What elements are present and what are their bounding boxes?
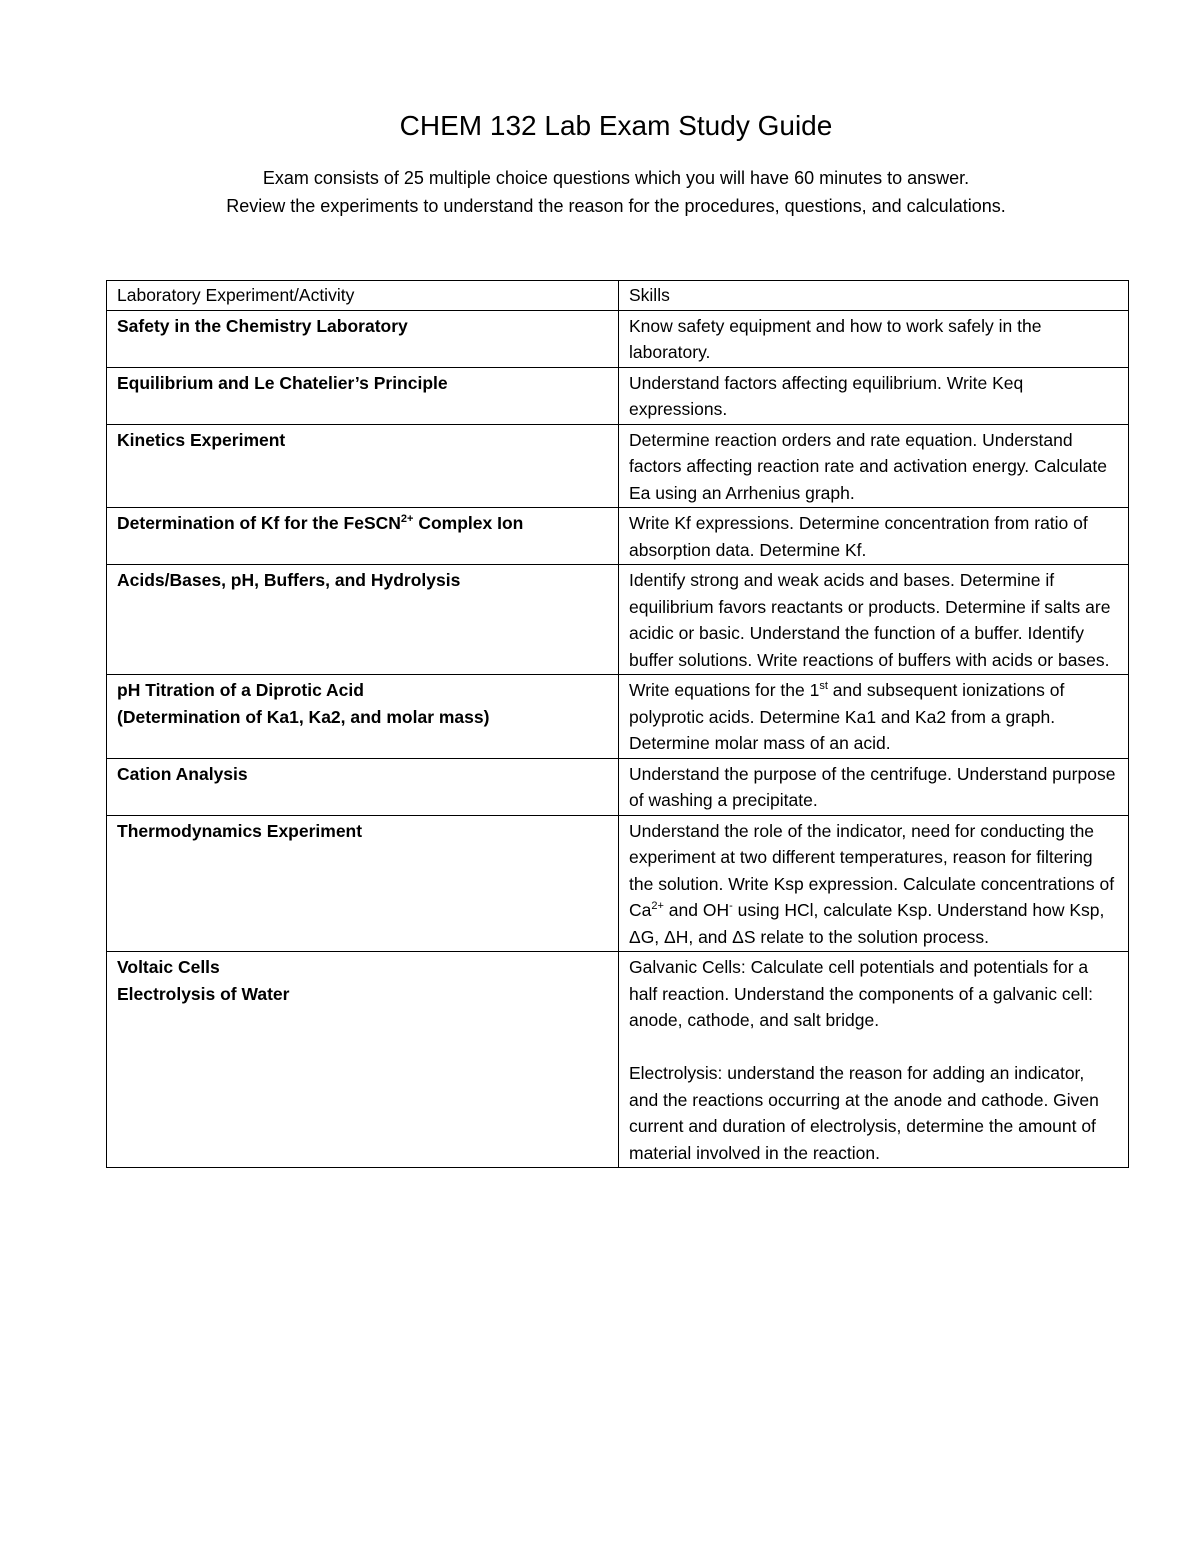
page-title: CHEM 132 Lab Exam Study Guide: [399, 110, 833, 141]
header-experiment: Laboratory Experiment/Activity: [107, 281, 619, 311]
skills-cell: Know safety equipment and how to work safely in the laboratory.: [619, 310, 1129, 367]
table-row: [107, 565, 1129, 675]
experiment-name: pH Titration of a Diprotic Acid (Determination of Ka1, Ka2, and molar mass): [117, 680, 490, 727]
experiment-name: Equilibrium and Le Chatelier’s Principle: [117, 372, 448, 393]
table-row: [107, 815, 1129, 952]
experiment-name: Acids/Bases, pH, Buffers, and Hydrolysis: [117, 570, 461, 590]
table-row: [107, 424, 1129, 508]
experiment-name: Thermodynamics Experiment: [117, 820, 363, 841]
experiment-name: Safety in the Chemistry Laboratory: [117, 315, 408, 336]
study-guide-table: [106, 280, 1129, 1168]
table-header-row: [107, 281, 1129, 311]
table-row: [107, 367, 1129, 424]
table-row: [107, 952, 1129, 1168]
skills-cell: Determine reaction orders and rate equation. Understand factors affecting reaction rate and activation energy. Calculate Ea using an Arrhenius graph.: [619, 424, 1129, 508]
skills-cell: Write equations for the 1st and subsequent ionizations of polyprotic acids. Determine Ka1 and Ka2 from a graph. Determine molar mass of an acid.: [619, 675, 1129, 759]
experiment-name: Voltaic Cells Electrolysis of Water: [117, 957, 290, 1004]
header-skills: Skills: [619, 281, 1129, 311]
skills-cell: Write Kf expressions. Determine concentration from ratio of absorption data. Determine Kf.: [619, 508, 1129, 565]
table-row: [107, 508, 1129, 565]
experiment-name: Kinetics Experiment: [117, 429, 286, 450]
table-row: [107, 758, 1129, 815]
table-row: [107, 675, 1129, 759]
intro-line-2: Review the experiments to understand the reason for the procedures, questions, and calculations.: [226, 196, 1006, 216]
experiment-name: Determination of Kf for the FeSCN$^{2+}$ Complex Ion: [117, 513, 524, 533]
skills-cell: Understand factors affecting equilibrium. Write Keq expressions.: [619, 367, 1129, 424]
skills-cell: Identify strong and weak acids and bases. Determine if equilibrium favors reactants or products. Determine if salts are acidic or basic. Understand the function of a buffer. Identify buffer solutions. Write reactions of buffers with acids or bases.: [619, 565, 1129, 675]
table-row: [107, 310, 1129, 367]
skills-cell: [619, 952, 1129, 1168]
skills-paragraph: Galvanic Cells: Calculate cell potentials and potentials for a half reaction. Understand the components of a galvanic cell: anode, cathode, and salt bridge.: [629, 957, 1094, 1030]
skills-paragraph: Electrolysis: understand the reason for adding an indicator, and the reactions occurring at the anode and cathode. Given current and duration of electrolysis, determine the amount of material involved in the reaction.: [629, 1063, 1099, 1163]
intro-text: [0, 164, 1200, 220]
skills-cell: Understand the role of the indicator, need for conducting the experiment at two different temperatures, reason for filtering the solution. Write Ksp expression. Calculate concentrations of $Ca^{2+}$ and OH- using HCl, calculate Ksp. Understand how Ksp, ΔG, ΔH, and ΔS relate to the solution process.: [619, 815, 1129, 952]
intro-line-1: Exam consists of 25 multiple choice questions which you will have 60 minutes to answer.: [262, 168, 970, 188]
skills-cell: Understand the purpose of the centrifuge. Understand purpose of washing a precipitate.: [619, 758, 1129, 815]
experiment-name: Cation Analysis: [117, 763, 248, 784]
